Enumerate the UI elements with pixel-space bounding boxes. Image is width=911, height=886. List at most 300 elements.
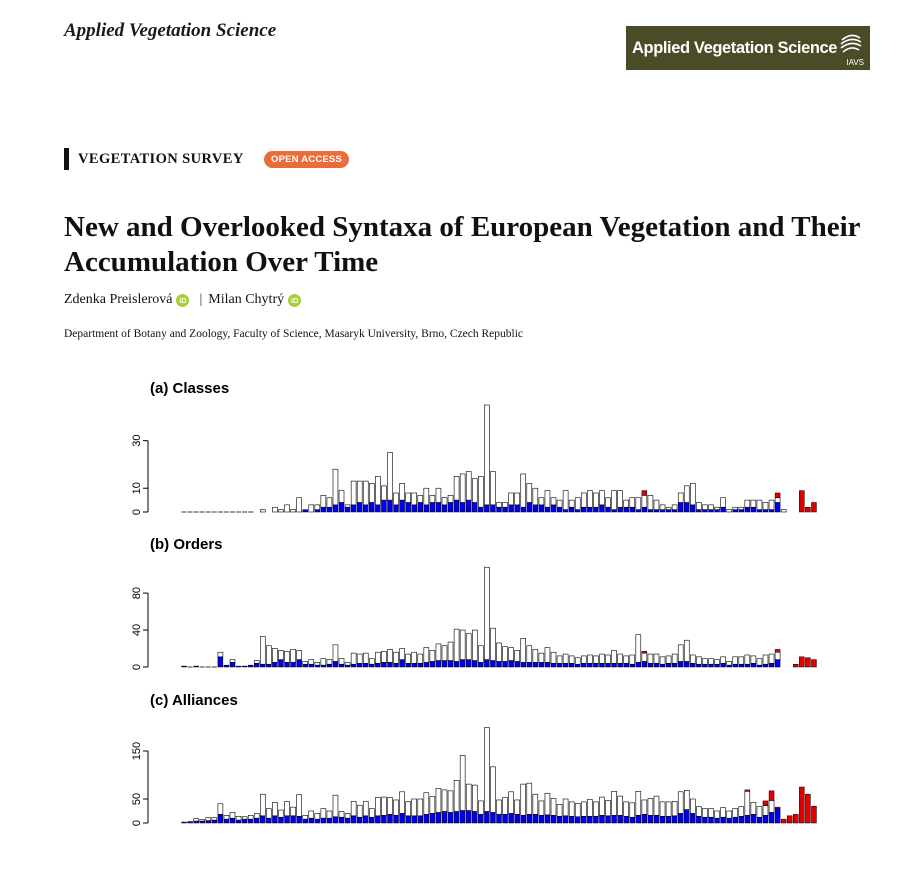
bar-evc-synonym (254, 813, 259, 818)
bar-not-evc (793, 664, 798, 667)
bar-evc-accepted (266, 818, 271, 823)
bar-evc-synonym (442, 790, 447, 812)
bar-evc-synonym (581, 493, 586, 507)
bar-evc-accepted (660, 664, 665, 667)
bar-evc-accepted (460, 660, 465, 667)
bar-evc-synonym (642, 800, 647, 814)
bar-evc-synonym (642, 653, 647, 661)
bar-evc-synonym (430, 650, 435, 661)
bar-evc-accepted (757, 817, 762, 823)
bar-evc-synonym (272, 507, 277, 512)
bar-evc-accepted (569, 663, 574, 667)
y-tick-label: 30 (131, 434, 143, 447)
bar-not-evc (799, 787, 804, 823)
bar-evc-synonym (654, 796, 659, 815)
bar-evc-accepted (315, 510, 320, 512)
bar-evc-synonym (557, 656, 562, 663)
bar-evc-synonym (599, 491, 604, 505)
bar-evc-accepted (490, 505, 495, 512)
bar-evc-accepted (672, 663, 677, 667)
bar-evc-synonym (648, 495, 653, 509)
bar-evc-synonym (575, 498, 580, 510)
bar-evc-synonym (763, 655, 768, 664)
bar-evc-synonym (708, 505, 713, 510)
bar-evc-synonym (527, 483, 532, 502)
bar-evc-accepted (357, 817, 362, 823)
section-bar (64, 148, 69, 170)
bar-evc-accepted (539, 662, 544, 667)
bar-evc-synonym (739, 807, 744, 817)
bar-evc-accepted (527, 814, 532, 823)
bar-evc-accepted (739, 816, 744, 823)
bar-evc-synonym (375, 652, 380, 663)
bar-evc-synonym (412, 799, 417, 816)
bar-evc-accepted (375, 816, 380, 823)
bar-evc-accepted (648, 663, 653, 667)
bar-evc-synonym (624, 802, 629, 816)
bar-evc-accepted (460, 811, 465, 823)
bar-evc-synonym (387, 453, 392, 501)
bar-evc-synonym (466, 634, 471, 660)
bar-evc-synonym (424, 648, 429, 663)
bar-evc-synonym (509, 792, 514, 814)
bar-evc-synonym (599, 797, 604, 815)
bar-evc-accepted (678, 502, 683, 512)
bar-evc-accepted (690, 813, 695, 823)
bar-evc-synonym (654, 654, 659, 663)
bar-evc-accepted (630, 664, 635, 667)
bar-evc-synonym (297, 650, 302, 659)
bar-evc-synonym (424, 488, 429, 505)
bar-evc-synonym (418, 495, 423, 502)
figure (0, 360, 911, 886)
bar-evc-synonym (406, 801, 411, 815)
bar-evc-accepted (412, 505, 417, 512)
bar-evc-accepted (533, 814, 538, 823)
bar-evc-accepted (472, 661, 477, 667)
bar-evc-accepted (406, 663, 411, 667)
bar-evc-accepted (624, 507, 629, 512)
bar-evc-synonym (545, 648, 550, 663)
bar-evc-synonym (727, 811, 732, 818)
bar-evc-synonym (606, 800, 611, 815)
bar-evc-accepted (303, 510, 308, 512)
bar-evc-synonym (260, 510, 265, 512)
bar-evc-accepted (297, 816, 302, 823)
bar-evc-accepted (315, 819, 320, 823)
bar-evc-synonym (363, 653, 368, 663)
bar-evc-accepted (381, 662, 386, 667)
bar-not-evc (805, 794, 810, 823)
bar-evc-synonym (436, 788, 441, 812)
bar-evc-synonym (509, 493, 514, 505)
bar-evc-synonym (200, 820, 205, 821)
bar-evc-accepted (442, 811, 447, 823)
bar-evc-synonym (751, 802, 756, 814)
bar-evc-synonym (369, 483, 374, 502)
bar-evc-synonym (254, 661, 259, 664)
bar-evc-synonym (672, 505, 677, 510)
bar-evc-accepted (454, 661, 459, 667)
bar-evc-accepted (515, 505, 520, 512)
bar-evc-synonym (272, 649, 277, 663)
bar-evc-synonym (751, 656, 756, 663)
bar-evc-synonym (303, 661, 308, 664)
bar-evc-accepted (642, 661, 647, 667)
bar-evc-synonym (497, 800, 502, 814)
author-name[interactable]: Zdenka Preislerová (64, 292, 173, 307)
bar-evc-accepted (733, 817, 738, 823)
bar-evc-accepted (557, 507, 562, 512)
bar-evc-synonym (478, 646, 483, 663)
bar-evc-synonym (739, 657, 744, 664)
bar-evc-accepted (357, 502, 362, 512)
bar-evc-synonym (539, 498, 544, 505)
bar-evc-synonym (721, 657, 726, 663)
bar-evc-accepted (490, 661, 495, 667)
bar-evc-accepted (515, 661, 520, 667)
bar-evc-accepted (509, 505, 514, 512)
bar-evc-accepted (581, 663, 586, 667)
bar-evc-accepted (775, 809, 780, 823)
bar-evc-synonym (309, 660, 314, 665)
bar-evc-accepted (351, 816, 356, 823)
bar-evc-accepted (242, 819, 247, 823)
bar-evc-synonym (630, 498, 635, 508)
bar-evc-accepted (636, 510, 641, 512)
bar-evc-accepted (454, 500, 459, 512)
bar-evc-accepted (666, 510, 671, 512)
bar-evc-accepted (606, 663, 611, 667)
bar-evc-synonym (751, 500, 756, 507)
bar-evc-synonym (618, 654, 623, 663)
bar-evc-accepted (272, 816, 277, 823)
bar-evc-synonym (412, 652, 417, 663)
bar-evc-synonym (212, 818, 217, 820)
bar-evc-synonym (533, 794, 538, 814)
bar-evc-accepted (515, 814, 520, 823)
bar-evc-synonym (224, 815, 229, 819)
bar-evc-accepted (369, 817, 374, 823)
bar-evc-accepted (424, 662, 429, 667)
bar-evc-accepted (721, 663, 726, 667)
bar-evc-accepted (648, 510, 653, 512)
bar-evc-accepted (763, 510, 768, 512)
bar-evc-synonym (575, 803, 580, 816)
bar-evc-synonym (599, 654, 604, 663)
bar-evc-synonym (769, 654, 774, 663)
bar-evc-accepted (690, 505, 695, 512)
bar-not-evc (769, 791, 774, 801)
bar-evc-accepted (654, 510, 659, 512)
bar-evc-synonym (454, 629, 459, 661)
bar-evc-synonym (515, 650, 520, 661)
bar-evc-accepted (327, 507, 332, 512)
bar-evc-synonym (642, 495, 647, 507)
bar-evc-accepted (490, 812, 495, 823)
bar-evc-synonym (497, 643, 502, 661)
bar-evc-synonym (236, 816, 241, 820)
bar-evc-accepted (751, 663, 756, 667)
bar-evc-synonym (684, 790, 689, 809)
bar-evc-synonym (636, 635, 641, 663)
bar-evc-accepted (303, 819, 308, 823)
bar-evc-accepted (581, 507, 586, 512)
bar-evc-synonym (248, 815, 253, 819)
bar-evc-synonym (418, 654, 423, 663)
bar-evc-synonym (454, 476, 459, 500)
bar-evc-accepted (739, 664, 744, 667)
bar-evc-accepted (484, 811, 489, 823)
panel-title: (b) Orders (150, 536, 223, 553)
bar-evc-synonym (466, 784, 471, 810)
journal-logo[interactable] (626, 26, 870, 70)
bar-evc-accepted (521, 815, 526, 823)
bar-evc-synonym (515, 800, 520, 814)
bar-evc-synonym (230, 660, 235, 663)
bar-evc-accepted (448, 812, 453, 823)
bar-evc-accepted (394, 505, 399, 512)
bar-evc-accepted (230, 818, 235, 823)
bar-evc-accepted (260, 816, 265, 823)
bar-evc-accepted (297, 660, 302, 667)
bar-evc-accepted (351, 505, 356, 512)
bar-evc-accepted (412, 816, 417, 823)
bar-evc-synonym (775, 652, 780, 659)
bar-evc-accepted (696, 816, 701, 823)
bar-evc-accepted (424, 505, 429, 512)
bar-evc-synonym (666, 656, 671, 663)
bar-evc-synonym (424, 793, 429, 815)
bar-evc-synonym (630, 655, 635, 664)
bar-evc-accepted (272, 662, 277, 667)
bar-evc-synonym (466, 472, 471, 501)
y-tick-label: 150 (131, 741, 143, 761)
bar-evc-synonym (339, 811, 344, 817)
bar-evc-synonym (345, 813, 350, 818)
bar-evc-accepted (599, 815, 604, 823)
bar-evc-accepted (212, 820, 217, 823)
bar-evc-synonym (769, 500, 774, 510)
bar-evc-synonym (672, 654, 677, 663)
bar-evc-accepted (593, 663, 598, 667)
bar-evc-accepted (363, 663, 368, 667)
bar-evc-synonym (375, 476, 380, 505)
bar-evc-accepted (666, 663, 671, 667)
bar-evc-synonym (351, 801, 356, 815)
bar-evc-synonym (345, 662, 350, 665)
bar-evc-accepted (478, 662, 483, 667)
bar-evc-accepted (466, 500, 471, 512)
bar-evc-synonym (484, 727, 489, 811)
article-title: New and Overlooked Syntaxa of European Vegetation and Their Accumulation Over Time (64, 211, 860, 278)
bar-evc-accepted (424, 814, 429, 823)
bar-evc-synonym (400, 483, 405, 500)
bar-evc-synonym (375, 798, 380, 816)
bar-not-evc (775, 649, 780, 652)
bar-evc-accepted (612, 663, 617, 667)
orcid-icon[interactable]: iD (288, 294, 301, 307)
bar-evc-accepted (575, 817, 580, 823)
bar-evc-synonym (696, 657, 701, 664)
bar-evc-synonym (194, 819, 199, 821)
bar-evc-synonym (503, 502, 508, 507)
bar-not-evc (793, 814, 798, 823)
y-tick-label: 0 (131, 819, 143, 827)
bar-evc-synonym (369, 809, 374, 818)
bar-evc-accepted (569, 507, 574, 512)
bar-not-evc (799, 491, 804, 512)
bar-evc-accepted (412, 663, 417, 667)
bar-evc-synonym (684, 640, 689, 661)
bar-evc-synonym (757, 659, 762, 665)
bar-evc-accepted (551, 505, 556, 512)
bar-evc-accepted (636, 815, 641, 823)
bar-not-evc (775, 493, 780, 498)
bar-evc-accepted (545, 815, 550, 823)
bar-not-evc (811, 660, 816, 667)
y-tick-label: 0 (131, 508, 143, 516)
bar-evc-accepted (345, 507, 350, 512)
bar-evc-synonym (278, 810, 283, 817)
bar-evc-synonym (521, 784, 526, 815)
bar-evc-accepted (503, 661, 508, 667)
bar-evc-synonym (593, 493, 598, 507)
bar-evc-accepted (497, 507, 502, 512)
bar-evc-synonym (708, 659, 713, 665)
bar-evc-accepted (400, 660, 405, 667)
bar-evc-synonym (660, 657, 665, 664)
bar-evc-accepted (684, 810, 689, 823)
bar-evc-synonym (666, 802, 671, 816)
y-tick-label: 10 (131, 482, 143, 495)
bar-evc-synonym (557, 500, 562, 507)
bar-evc-synonym (478, 476, 483, 507)
bar-evc-synonym (721, 808, 726, 818)
bar-evc-synonym (460, 755, 465, 810)
bar-evc-synonym (690, 483, 695, 504)
bar-evc-accepted (715, 664, 720, 667)
bar-evc-accepted (672, 816, 677, 823)
bar-evc-synonym (442, 498, 447, 505)
bar-evc-accepted (509, 813, 514, 823)
bar-evc-synonym (218, 652, 223, 657)
bar-evc-synonym (442, 646, 447, 661)
bar-evc-synonym (503, 647, 508, 662)
bar-evc-synonym (363, 481, 368, 505)
bar-not-evc (799, 657, 804, 667)
bar-evc-synonym (242, 817, 247, 819)
bar-evc-accepted (254, 663, 259, 667)
bar-evc-accepted (430, 502, 435, 512)
orcid-icon[interactable]: iD (176, 294, 189, 307)
bar-evc-synonym (539, 801, 544, 815)
bar-evc-synonym (484, 567, 489, 659)
bar-evc-accepted (672, 510, 677, 512)
bar-evc-synonym (781, 510, 786, 512)
bar-evc-accepted (575, 664, 580, 667)
bar-evc-synonym (593, 802, 598, 816)
bar-evc-synonym (684, 486, 689, 503)
bar-evc-accepted (775, 660, 780, 667)
bar-evc-synonym (394, 652, 399, 663)
bar-evc-synonym (702, 809, 707, 818)
bar-evc-accepted (618, 507, 623, 512)
bar-evc-accepted (569, 816, 574, 823)
y-tick-label: 80 (131, 586, 143, 600)
bar-evc-accepted (206, 821, 211, 823)
bar-evc-synonym (636, 498, 641, 510)
bar-evc-synonym (394, 800, 399, 815)
y-tick-label: 40 (131, 623, 143, 637)
bar-evc-synonym (406, 654, 411, 663)
bar-evc-accepted (751, 814, 756, 823)
bar-evc-synonym (297, 498, 302, 512)
bar-evc-accepted (612, 815, 617, 823)
y-tick-label: 0 (131, 663, 143, 671)
bar-evc-accepted (387, 500, 392, 512)
bar-evc-accepted (660, 510, 665, 512)
bar-evc-synonym (527, 783, 532, 814)
bar-evc-accepted (436, 661, 441, 667)
bar-evc-accepted (587, 663, 592, 667)
bar-evc-synonym (363, 801, 368, 815)
bar-evc-accepted (478, 507, 483, 512)
bar-evc-accepted (260, 664, 265, 667)
bar-evc-synonym (757, 807, 762, 818)
logo-org: IAVS (846, 58, 864, 67)
bar-evc-accepted (527, 502, 532, 512)
bar-evc-synonym (278, 510, 283, 512)
bar-evc-synonym (260, 794, 265, 816)
bar-evc-accepted (630, 507, 635, 512)
bar-evc-synonym (696, 807, 701, 817)
bar-evc-synonym (478, 801, 483, 814)
bar-evc-synonym (315, 813, 320, 819)
bar-evc-synonym (702, 659, 707, 665)
bar-evc-accepted (460, 502, 465, 512)
bar-evc-accepted (218, 814, 223, 823)
bar-evc-synonym (581, 802, 586, 816)
bar-not-evc (642, 651, 647, 653)
bar-evc-synonym (618, 491, 623, 508)
bar-evc-synonym (327, 498, 332, 508)
bar-evc-accepted (448, 661, 453, 667)
bar-evc-synonym (333, 645, 338, 662)
bar-evc-accepted (733, 664, 738, 667)
bar-evc-accepted (309, 664, 314, 667)
bar-evc-synonym (539, 653, 544, 662)
bar-evc-accepted (599, 505, 604, 512)
bar-evc-accepted (430, 661, 435, 667)
bar-evc-synonym (521, 474, 526, 507)
bar-evc-synonym (569, 656, 574, 663)
bar-evc-accepted (769, 663, 774, 667)
author-name[interactable]: Milan Chytrý (208, 292, 285, 307)
bar-evc-accepted (775, 502, 780, 512)
bar-evc-synonym (406, 493, 411, 503)
bar-evc-synonym (763, 502, 768, 509)
bar-evc-synonym (660, 802, 665, 816)
bar-evc-accepted (400, 500, 405, 512)
bar-evc-synonym (387, 798, 392, 815)
bar-evc-synonym (266, 646, 271, 664)
bar-evc-accepted (381, 815, 386, 823)
bar-evc-accepted (387, 814, 392, 823)
bar-evc-synonym (454, 780, 459, 811)
bar-evc-accepted (745, 815, 750, 823)
bar-evc-synonym (569, 802, 574, 816)
